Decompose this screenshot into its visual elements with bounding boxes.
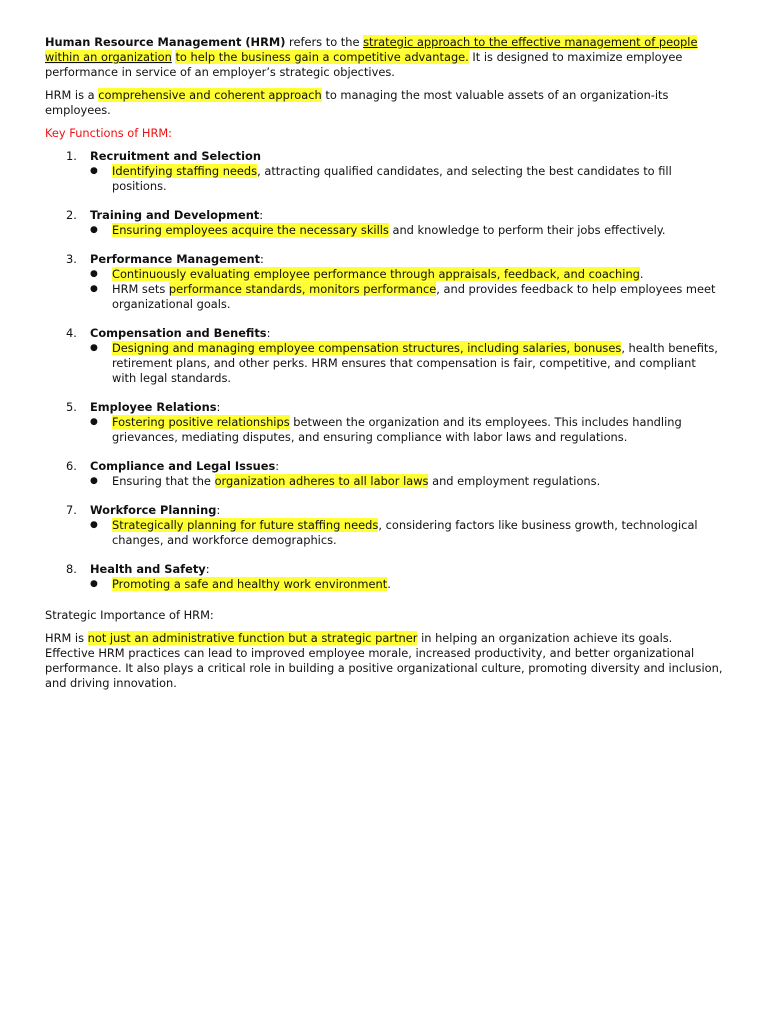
bullet-list	[45, 518, 723, 548]
function-title: Compensation and Benefits	[90, 326, 267, 340]
function-item	[45, 459, 723, 489]
function-title-suffix: :	[260, 252, 264, 266]
bullet-text	[112, 518, 723, 548]
function-item	[45, 252, 723, 312]
function-heading	[45, 208, 723, 223]
function-title-line	[90, 326, 270, 341]
function-title-suffix: :	[216, 400, 221, 414]
highlight: not just an administrative function but a strategic partner	[87, 631, 418, 645]
function-title-suffix: :	[259, 208, 264, 222]
function-title: Performance Management	[90, 252, 261, 266]
bullet-item	[45, 341, 723, 386]
highlight: comprehensive and coherent approach	[98, 88, 322, 102]
highlight: to help the business gain a competitive advantage.	[175, 50, 469, 64]
function-number: 2.	[66, 208, 77, 222]
highlight: strategic approach to the effective management of people within an organization	[45, 35, 698, 64]
function-item	[45, 149, 723, 194]
highlight: Identifying staffing needs	[112, 164, 258, 178]
function-item	[45, 400, 723, 445]
bullet-list	[45, 577, 723, 592]
bullet-item	[45, 474, 723, 489]
bullet-item	[45, 415, 723, 445]
function-title-suffix: :	[266, 326, 271, 340]
functions-list	[45, 149, 723, 592]
function-number: 1.	[66, 149, 77, 163]
function-number: 8.	[66, 562, 77, 576]
bullet-text	[112, 577, 723, 592]
bullet-dot-icon: ●	[90, 520, 98, 530]
bullet-list	[45, 164, 723, 194]
intro2-text: to managing the most valuable assets of an organization-its employees.	[45, 88, 669, 117]
function-title-line	[90, 400, 220, 415]
bullet-item	[45, 267, 723, 282]
function-heading	[45, 562, 723, 577]
function-title-suffix: :	[275, 459, 280, 473]
function-title-line	[90, 562, 210, 577]
bullet-pre: HRM sets	[112, 282, 169, 296]
function-title-line	[90, 459, 279, 474]
bullet-dot-icon: ●	[90, 269, 98, 279]
bullet-list	[45, 341, 723, 386]
function-title-line	[90, 252, 264, 267]
bullet-item	[45, 518, 723, 548]
bullet-item	[45, 577, 723, 592]
function-number: 7.	[66, 503, 77, 517]
highlight: Ensuring employees acquire the necessary skills	[112, 223, 389, 237]
bullet-item	[45, 282, 723, 312]
highlight: organization adheres to all labor laws	[214, 474, 429, 488]
function-number: 5.	[66, 400, 77, 414]
bullet-text	[112, 415, 723, 445]
function-title: Recruitment and Selection	[90, 149, 261, 163]
function-title-line	[90, 503, 220, 518]
function-heading	[45, 149, 723, 164]
function-heading	[45, 400, 723, 415]
bullet-post: , attracting qualified candidates, and selecting the best candidates to fill positions.	[112, 164, 672, 193]
bullet-post: .	[639, 267, 644, 281]
highlight: Fostering positive relationships	[112, 415, 290, 429]
key-functions-heading: Key Functions of HRM:	[45, 126, 173, 140]
highlight: Designing and managing employee compensation structures, including salaries, bonuses	[112, 341, 622, 355]
bullet-post: , and provides feedback to help employees meet organizational goals.	[112, 282, 716, 311]
importance-text: in helping an organization achieve its goals. Effective HRM practices can lead to improved employee morale, increased productivity, and better organizational performance. It also plays a critical role in building a positive organizational culture, promoting diversity and inclusion, and driving innovation.	[45, 631, 723, 690]
bullet-list	[45, 223, 723, 238]
bullet-post: and knowledge to perform their jobs effectively.	[388, 223, 666, 237]
intro2-text: HRM is a	[45, 88, 99, 102]
bullet-text	[112, 223, 723, 238]
bullet-item	[45, 223, 723, 238]
function-heading	[45, 326, 723, 341]
function-heading	[45, 459, 723, 474]
bullet-post: , considering factors like business growth, technological changes, and workforce demographics.	[112, 518, 698, 547]
function-title: Employee Relations	[90, 400, 217, 414]
bullet-post: .	[387, 577, 391, 591]
function-item	[45, 208, 723, 238]
highlight: Continuously evaluating employee performance through appraisals, feedback, and coaching	[112, 267, 640, 281]
bullet-post: and employment regulations.	[428, 474, 601, 488]
importance-text: HRM is	[45, 631, 88, 645]
highlight: Strategically planning for future staffing needs	[112, 518, 379, 532]
function-item	[45, 562, 723, 592]
bullet-dot-icon: ●	[90, 417, 98, 427]
bullet-list	[45, 474, 723, 489]
bullet-text	[112, 282, 723, 312]
bullet-list	[45, 415, 723, 445]
function-title: Workforce Planning	[90, 503, 217, 517]
bullet-post: between the organization and its employees. This includes handling grievances, mediating disputes, and ensuring compliance with labor laws and regulations.	[112, 415, 682, 444]
importance-heading: Strategic Importance of HRM:	[45, 608, 214, 622]
bullet-text	[112, 474, 723, 489]
function-title: Health and Safety	[90, 562, 206, 576]
function-title: Training and Development	[90, 208, 260, 222]
function-number: 4.	[66, 326, 77, 340]
intro-text: It is designed to maximize employee performance in service of an employer’s strategic objectives.	[45, 50, 683, 79]
function-heading	[45, 503, 723, 518]
intro-paragraph	[45, 35, 723, 80]
bullet-post: , health benefits, retirement plans, and other perks. HRM ensures that compensation is fair, competitive, and compliant with legal standards.	[112, 341, 718, 385]
bullet-item	[45, 164, 723, 194]
bullet-dot-icon: ●	[90, 284, 98, 294]
bullet-text	[112, 341, 723, 386]
intro-paragraph-2	[45, 88, 723, 118]
function-title-suffix: :	[216, 503, 221, 517]
function-title-suffix: :	[205, 562, 210, 576]
bullet-text	[112, 164, 723, 194]
importance-paragraph	[45, 631, 723, 691]
bullet-pre: Ensuring that the	[112, 474, 215, 488]
hrm-term: Human Resource Management (HRM)	[45, 35, 286, 49]
function-title-line	[90, 208, 263, 223]
function-number: 6.	[66, 459, 77, 473]
bullet-dot-icon: ●	[90, 225, 98, 235]
bullet-dot-icon: ●	[90, 166, 98, 176]
bullet-dot-icon: ●	[90, 579, 98, 589]
function-item	[45, 326, 723, 386]
bullet-list	[45, 267, 723, 312]
bullet-dot-icon: ●	[90, 343, 98, 353]
function-heading	[45, 252, 723, 267]
function-title: Compliance and Legal Issues	[90, 459, 276, 473]
function-number: 3.	[66, 252, 77, 266]
function-item	[45, 503, 723, 548]
bullet-dot-icon: ●	[90, 476, 98, 486]
function-title-line	[90, 149, 261, 164]
highlight: performance standards, monitors performance	[168, 282, 437, 296]
highlight: Promoting a safe and healthy work environment	[112, 577, 388, 591]
intro-text: refers to the	[285, 35, 364, 49]
bullet-text	[112, 267, 723, 282]
